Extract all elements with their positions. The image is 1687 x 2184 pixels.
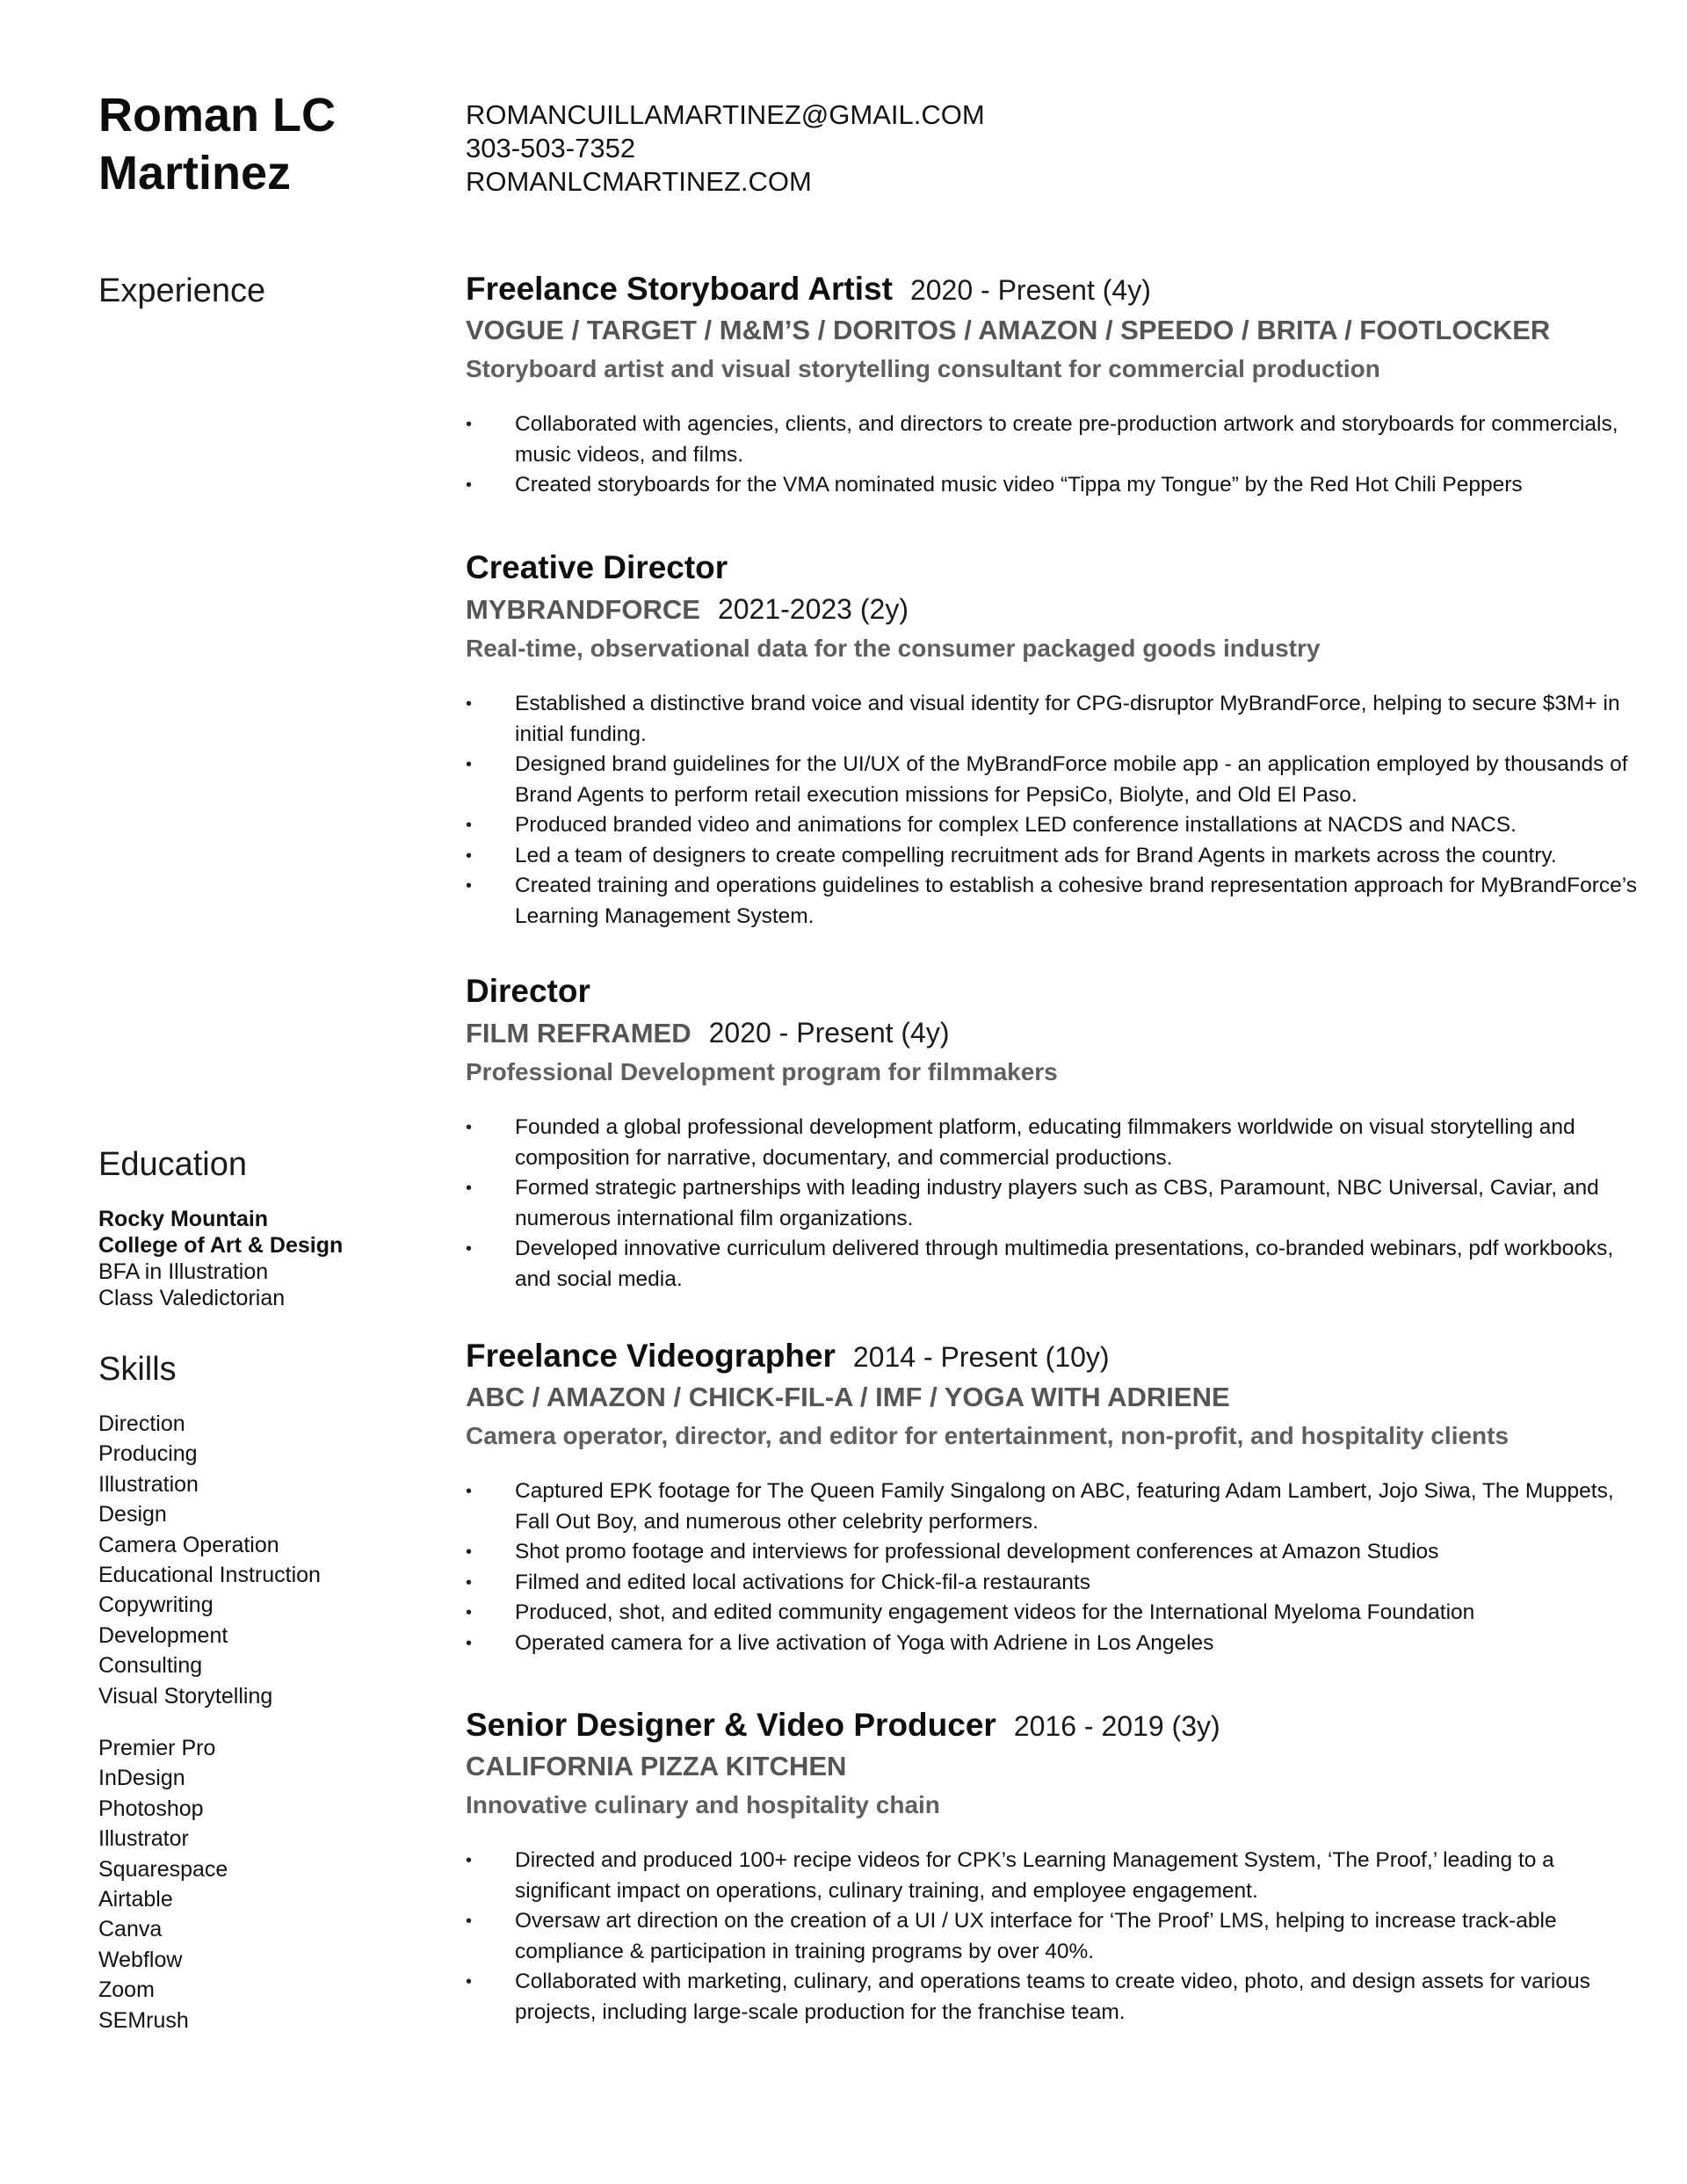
tool-item: Airtable bbox=[98, 1887, 173, 1912]
job-title-line bbox=[466, 1338, 1643, 1375]
job-title: Director bbox=[466, 973, 590, 1009]
job-title: Freelance Videographer bbox=[466, 1338, 836, 1374]
job-entry-storyboard-artist bbox=[466, 271, 1643, 501]
tool-item: Illustrator bbox=[98, 1826, 189, 1852]
skill-item: Direction bbox=[98, 1411, 185, 1436]
job-entry-senior-designer bbox=[466, 1707, 1643, 2028]
job-entry-director bbox=[466, 973, 1643, 1295]
bullet-item: • Collaborated with agencies, clients, and directors to create pre-production artwork and storyboards for commercials, music videos, and films. bbox=[466, 410, 1643, 470]
skill-item: Development bbox=[98, 1622, 228, 1648]
job-company: FILM REFRAMED bbox=[466, 1018, 691, 1048]
job-clients: VOGUE / TARGET / M&M’S / DORITOS / AMAZON / SPEEDO / BRITA / FOOTLOCKER bbox=[466, 315, 1551, 345]
bullet-item: • Created training and operations guidelines to establish a cohesive brand representation approach for MyBrandForce’s Learning Management System. bbox=[466, 871, 1643, 932]
bullet-item: • Collaborated with marketing, culinary, and operations teams to create video, photo, and design assets for various projects, including large-scale production for the franchise team. bbox=[466, 1967, 1643, 2028]
degree: BFA in Illustration bbox=[98, 1259, 269, 1284]
candidate-name bbox=[98, 86, 415, 202]
skill-item: Camera Operation bbox=[98, 1532, 279, 1557]
school-name-line-2: College of Art & Design bbox=[98, 1233, 344, 1258]
tool-item: Webflow bbox=[98, 1947, 183, 1972]
bullet-item: • Oversaw art direction on the creation of a UI / UX interface for ‘The Proof’ LMS, helping to increase track-able compliance & participation in training programs by over 40%. bbox=[466, 1906, 1643, 1967]
job-date: 2020 - Present (4y) bbox=[708, 1017, 950, 1048]
name-line-1: Roman LC bbox=[98, 89, 336, 141]
job-bullets bbox=[466, 410, 1643, 501]
school-name-line-1: Rocky Mountain bbox=[98, 1207, 269, 1231]
skill-item: Copywriting bbox=[98, 1593, 214, 1618]
bullet-item: • Designed brand guidelines for the UI/UX of the MyBrandForce mobile app - an application employed by thousands of Brand Agents to perform retail execution missions for PepsiCo, Biolyte, and Old El Paso. bbox=[466, 750, 1643, 810]
bullet-item: • Filmed and edited local activations for Chick-fil-a restaurants bbox=[466, 1568, 1643, 1599]
bullet-item: • Led a team of designers to create compelling recruitment ads for Brand Agents in markets across the country. bbox=[466, 841, 1643, 872]
job-company-line bbox=[466, 593, 1643, 626]
tool-item: SEMrush bbox=[98, 2007, 189, 2033]
skill-item: Consulting bbox=[98, 1653, 203, 1679]
bullet-item: • Founded a global professional development platform, educating filmmakers worldwide on visual storytelling and composition for narrative, documentary, and commercial productions. bbox=[466, 1113, 1643, 1173]
job-title-line bbox=[466, 1707, 1643, 1744]
skills-heading: Skills bbox=[98, 1351, 177, 1388]
education-heading: Education bbox=[98, 1146, 248, 1183]
tools-list bbox=[98, 1733, 228, 2035]
bullet-item: • Produced, shot, and edited community engagement videos for the International Myeloma Foundation bbox=[466, 1598, 1643, 1629]
job-company: MYBRANDFORCE bbox=[466, 594, 700, 625]
name-line-2: Martinez bbox=[98, 147, 292, 200]
bullet-item: • Operated camera for a live activation of Yoga with Adriene in Los Angeles bbox=[466, 1629, 1643, 1659]
skill-item: Visual Storytelling bbox=[98, 1683, 273, 1709]
phone: 303-503-7352 bbox=[466, 133, 636, 163]
job-entry-videographer bbox=[466, 1338, 1643, 1658]
bullet-item: • Produced branded video and animations for complex LED conference installations at NACDS and NACS. bbox=[466, 810, 1643, 841]
job-description: Real-time, observational data for the consumer packaged goods industry bbox=[466, 635, 1321, 662]
tool-item: Canva bbox=[98, 1917, 163, 1942]
skill-item: Educational Instruction bbox=[98, 1563, 321, 1588]
email: ROMANCUILLAMARTINEZ@GMAIL.COM bbox=[466, 99, 985, 130]
bullet-item: • Created storyboards for the VMA nominated music video “Tippa my Tongue” by the Red Hot Chili Peppers bbox=[466, 470, 1643, 501]
website: ROMANLCMARTINEZ.COM bbox=[466, 166, 812, 197]
job-date: 2021-2023 (2y) bbox=[717, 593, 909, 625]
job-description: Storyboard artist and visual storytelling consultant for commercial production bbox=[466, 355, 1380, 382]
job-description: Professional Development program for filmmakers bbox=[466, 1058, 1058, 1085]
bullet-item: • Developed innovative curriculum delivered through multimedia presentations, co-branded webinars, pdf workbooks, and social media. bbox=[466, 1234, 1643, 1295]
job-date: 2014 - Present (10y) bbox=[852, 1341, 1110, 1373]
tool-item: Squarespace bbox=[98, 1856, 228, 1882]
skill-item: Producing bbox=[98, 1441, 198, 1467]
bullet-item: • Directed and produced 100+ recipe videos for CPK’s Learning Management System, ‘The Proof,’ leading to a significant impact on operations, culinary training, and employee engagement. bbox=[466, 1846, 1643, 1906]
bullet-item: • Established a distinctive brand voice and visual identity for CPG-disruptor MyBrandForce, helping to secure $3M+ in initial funding. bbox=[466, 689, 1643, 750]
job-date: 2020 - Present (4y) bbox=[909, 274, 1151, 306]
tool-item: InDesign bbox=[98, 1766, 185, 1791]
job-company-line bbox=[466, 1017, 1643, 1049]
job-bullets bbox=[466, 1113, 1643, 1295]
job-entry-creative-director bbox=[466, 549, 1643, 932]
tool-item: Photoshop bbox=[98, 1796, 204, 1821]
job-bullets bbox=[466, 689, 1643, 932]
skill-item: Design bbox=[98, 1502, 167, 1527]
job-bullets bbox=[466, 1477, 1643, 1658]
skills-list bbox=[98, 1409, 321, 1711]
job-clients: ABC / AMAZON / CHICK-FIL-A / IMF / YOGA WITH ADRIENE bbox=[466, 1382, 1230, 1412]
tool-item: Zoom bbox=[98, 1977, 155, 2003]
job-company: CALIFORNIA PIZZA KITCHEN bbox=[466, 1751, 847, 1781]
job-description: Innovative culinary and hospitality chain bbox=[466, 1791, 940, 1818]
job-title-line bbox=[466, 271, 1643, 308]
skill-item: Illustration bbox=[98, 1471, 199, 1497]
job-title: Creative Director bbox=[466, 549, 728, 585]
job-description: Camera operator, director, and editor for entertainment, non-profit, and hospitality clients bbox=[466, 1422, 1510, 1449]
honor: Class Valedictorian bbox=[98, 1286, 286, 1310]
education-block bbox=[98, 1206, 343, 1311]
job-date: 2016 - 2019 (3y) bbox=[1013, 1710, 1220, 1742]
job-title: Freelance Storyboard Artist bbox=[466, 271, 893, 307]
bullet-item: • Captured EPK footage for The Queen Family Singalong on ABC, featuring Adam Lambert, Jojo Siwa, The Muppets, Fall Out Boy, and numerous other celebrity performers. bbox=[466, 1477, 1643, 1537]
tool-item: Premier Pro bbox=[98, 1736, 216, 1760]
job-bullets bbox=[466, 1846, 1643, 2028]
bullet-item: • Shot promo footage and interviews for professional development conferences at Amazon Studios bbox=[466, 1537, 1643, 1568]
contact-block bbox=[466, 98, 985, 199]
job-title: Senior Designer & Video Producer bbox=[466, 1707, 996, 1743]
experience-heading: Experience bbox=[98, 272, 266, 309]
bullet-item: • Formed strategic partnerships with leading industry players such as CBS, Paramount, NBC Universal, Caviar, and numerous international film organizations. bbox=[466, 1173, 1643, 1234]
